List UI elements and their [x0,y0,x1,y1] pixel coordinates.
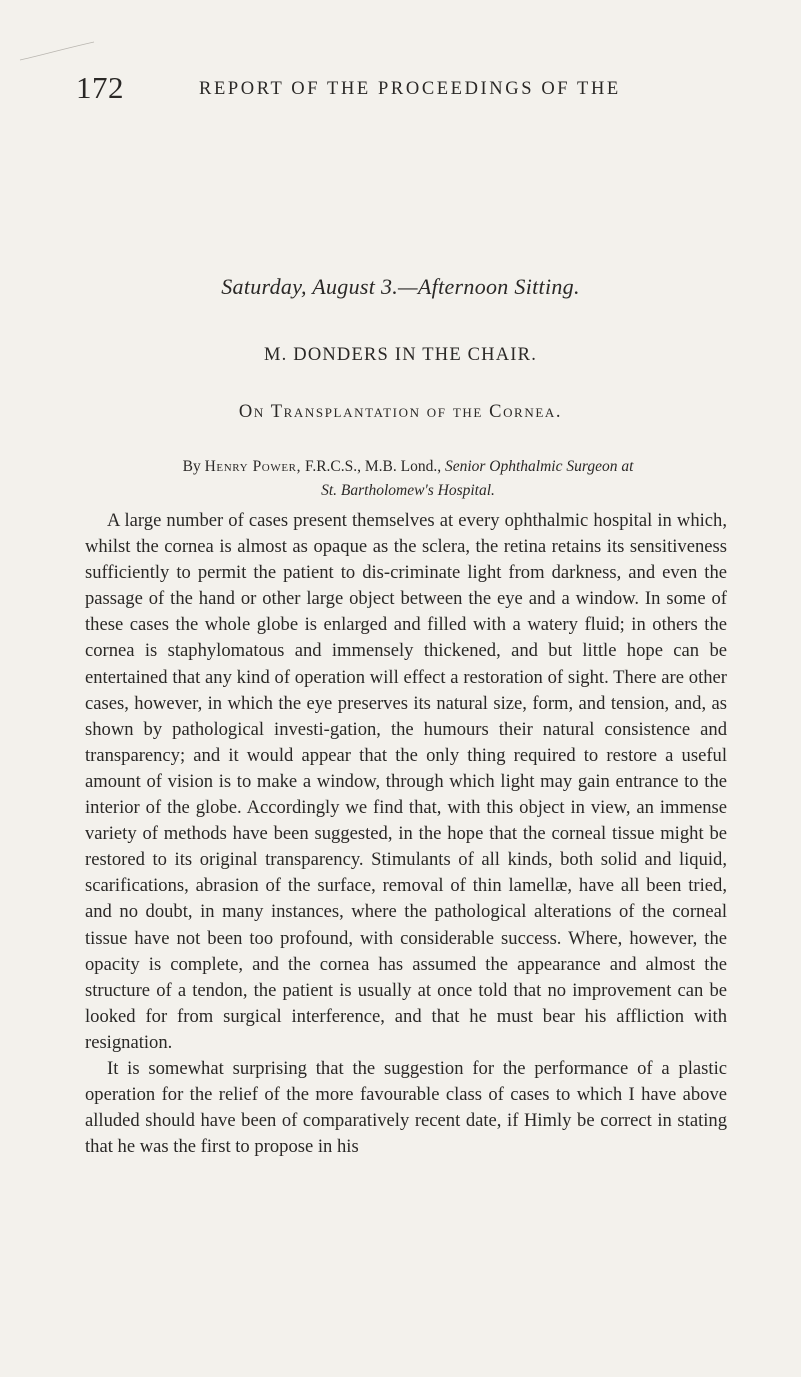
article-body [85,508,727,1160]
running-head: REPORT OF THE PROCEEDINGS OF THE [199,79,621,99]
article-title: On Transplantation of the Cornea. [238,402,563,422]
byline [98,455,718,503]
page-header [76,68,726,112]
paragraph: It is somewhat surprising that the suggestion for the performance of a plastic operation for the relief of the more favourable class of cases to which I have above alluded should have been of comparatively recent date, if Himly be correct in stating that he was the first to propose in his [85,1057,727,1158]
author-hospital: St. Bartholomew's Hospital. [321,482,495,499]
paragraph: A large number of cases present themselves at every ophthalmic hospital in which, whilst the cornea is almost as opaque as the sclera, the retina retains its sensitiveness sufficiently to permit the patient to dis-criminate light from darkness, and even the passage of the hand or other large object between the eye and a window. In some of these cases the whole globe is enlarged and filled with a watery fluid; in others the cornea is staphylomatous and immensely thickened, and but little hope can be entertained that any kind of operation will effect a restoration of sight. There are other cases, however, in which the eye preserves its natural size, form, and tension, and, as shown by pathological investi-gation, the humours their natural consistence and transparency; and it would appear that the only thing required to restore a useful amount of vision is to make a window, through which light may gain entrance to the interior of the globe. Accordingly we find that, with this object in view, an immense variety of methods have been suggested, in the hope that the corneal tissue might be restored to its original transparency. Stimulants of all kinds, both solid and liquid, scarifications, abrasion of the surface, removal of thin lamellæ, have all been tried, and no doubt, in many instances, where the pathological alterations of the corneal tissue have not been too profound, with considerable success. Where, however, the opacity is complete, and the cornea has assumed the appearance and almost the structure of a tendon, the patient is usually at once told that no improvement can be looked for from surgical interference, and that he must bear his affliction with resignation. [85,510,727,1053]
author-credentials: F.R.C.S., M.B. Lond., [304,458,442,475]
scan-mark-decoration [18,40,96,62]
session-heading: Saturday, August 3.—Afternoon Sitting. [221,274,580,299]
author-position: Senior Ophthalmic Surgeon at [444,458,634,475]
author-name: Henry Power, [204,458,302,475]
byline-prefix: By [182,458,201,475]
chair-line: M. DONDERS IN THE CHAIR. [263,345,538,365]
page-number: 172 [76,70,124,105]
